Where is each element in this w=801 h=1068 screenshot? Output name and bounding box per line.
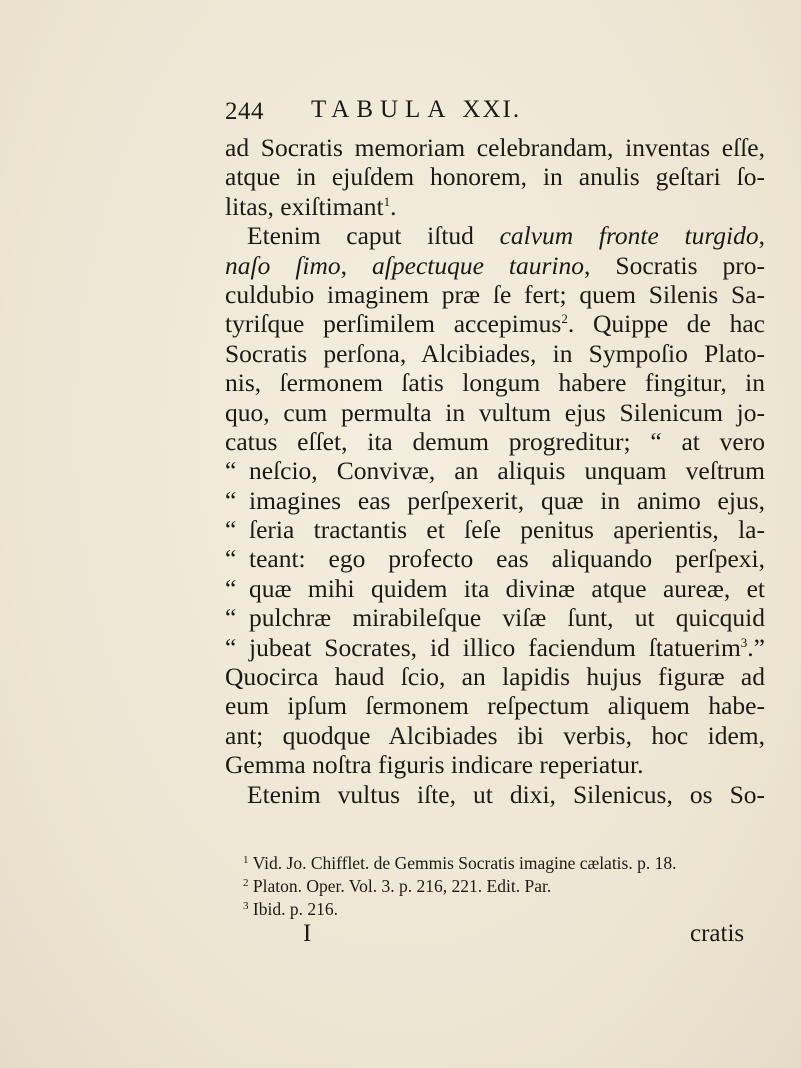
quote-line <box>225 603 765 632</box>
text-run: . <box>390 191 397 221</box>
quote-mark: “ <box>225 456 237 486</box>
text-run: jubeat Socrates, id illico faciendum ſtatuerim <box>249 632 741 662</box>
footnote-text: Ibid. p. 216. <box>252 899 338 919</box>
footnote <box>243 852 763 875</box>
text-run: tyriſque perſimilem accepimus <box>225 309 562 339</box>
text-line: eum ipſum ſermonem reſpectum aliquem habe- <box>225 691 765 721</box>
italic-run: calvum fronte turgido <box>499 221 759 251</box>
signature-mark: I <box>303 920 312 947</box>
quote-line <box>225 633 765 662</box>
quote-line <box>225 544 765 573</box>
text-run: , <box>340 250 373 280</box>
footnote <box>243 875 763 898</box>
text-line: Etenim vultus iſte, ut dixi, Silenicus, os So- <box>247 779 765 809</box>
text-line: culdubio imaginem præ ſe fert; quem Silenis Sa- <box>225 279 765 309</box>
text-line <box>225 221 765 250</box>
footnote-text: Vid. Jo. Chifflet. de Gemmis Socratis imagine cælatis. p. 18. <box>252 853 677 873</box>
main-text <box>225 133 765 809</box>
text-run: litas, exiſtimant <box>225 191 384 221</box>
quote-text <box>249 633 765 662</box>
footnote-mark: 2 <box>243 877 249 889</box>
text-line: ad Socratis memoriam celebrandam, inventas eſſe, <box>225 133 765 162</box>
quote-mark: “ <box>225 485 237 515</box>
text-run: Etenim caput iſtud <box>247 221 500 251</box>
catchword: cratis <box>690 920 745 947</box>
running-head-title: TABULA <box>311 96 453 123</box>
italic-run: aſpectuque taurino <box>372 250 585 280</box>
footnote-ref: 1 <box>383 193 391 209</box>
quote-line <box>225 456 765 485</box>
text-line <box>225 309 765 338</box>
italic-run: naſo ſimo <box>225 250 341 280</box>
running-head <box>311 96 521 124</box>
quote-mark: “ <box>225 603 237 633</box>
quote-mark: “ <box>225 544 237 574</box>
text-line: Quocirca haud ſcio, an lapidis hujus figuræ ad <box>225 662 765 692</box>
page-number: 244 <box>225 98 264 125</box>
text-line: nis, ſermonem ſatis longum habere fingitur, in <box>225 368 765 398</box>
quote-text: ſeria tractantis et ſeſe penitus aperientis, la- <box>249 515 765 545</box>
text-line: quo, cum permulta in vultum ejus Silenicum jo- <box>225 397 765 427</box>
text-line: Socratis perſona, Alcibiades, in Sympoſio Plato- <box>225 338 765 368</box>
quote-mark: “ <box>225 573 237 603</box>
quote-line <box>225 574 765 603</box>
quote-text: imagines eas perſpexerit, quæ in animo ejus, <box>249 485 765 515</box>
footnote-ref: 3 <box>740 634 748 650</box>
text-run: , Socratis pro- <box>584 250 766 280</box>
text-run: , <box>758 221 766 251</box>
text-line <box>225 251 765 280</box>
running-head-number: XXI. <box>462 96 522 123</box>
quote-text: quæ mihi quidem ita divinæ atque aureæ, et <box>249 573 765 603</box>
footnote-text: Platon. Oper. Vol. 3. p. 216, 221. Edit. Par. <box>252 876 552 896</box>
footnote-mark: 1 <box>243 854 249 866</box>
footnotes <box>243 852 763 921</box>
quote-mark: “ <box>225 632 237 662</box>
text-line: atque in ejuſdem honorem, in anulis geſtari ſo- <box>225 162 765 192</box>
footnote-mark: 3 <box>243 900 249 912</box>
text-line: catus eſſet, ita demum progreditur; “ at vero <box>225 426 765 456</box>
footnote <box>243 898 763 921</box>
quote-text: teant: ego profecto eas aliquando perſpexi, <box>249 544 765 574</box>
quote-text: pulchræ mirabileſque viſæ ſunt, ut quicquid <box>249 603 765 633</box>
quote-mark: “ <box>225 515 237 545</box>
text-line: Gemma noſtra figuris indicare reperiatur. <box>225 750 644 780</box>
quote-line <box>225 486 765 515</box>
page-header <box>225 96 605 130</box>
text-line: ant; quodque Alcibiades ibi verbis, hoc idem, <box>225 720 765 750</box>
quote-text: neſcio, Convivæ, an aliquis unquam veſtrum <box>249 456 765 486</box>
footnote-ref: 2 <box>561 311 568 327</box>
text-run: . Quippe de hac <box>567 309 765 339</box>
quote-line <box>225 515 765 544</box>
text-line <box>225 192 765 221</box>
text-run: .” <box>747 632 765 662</box>
